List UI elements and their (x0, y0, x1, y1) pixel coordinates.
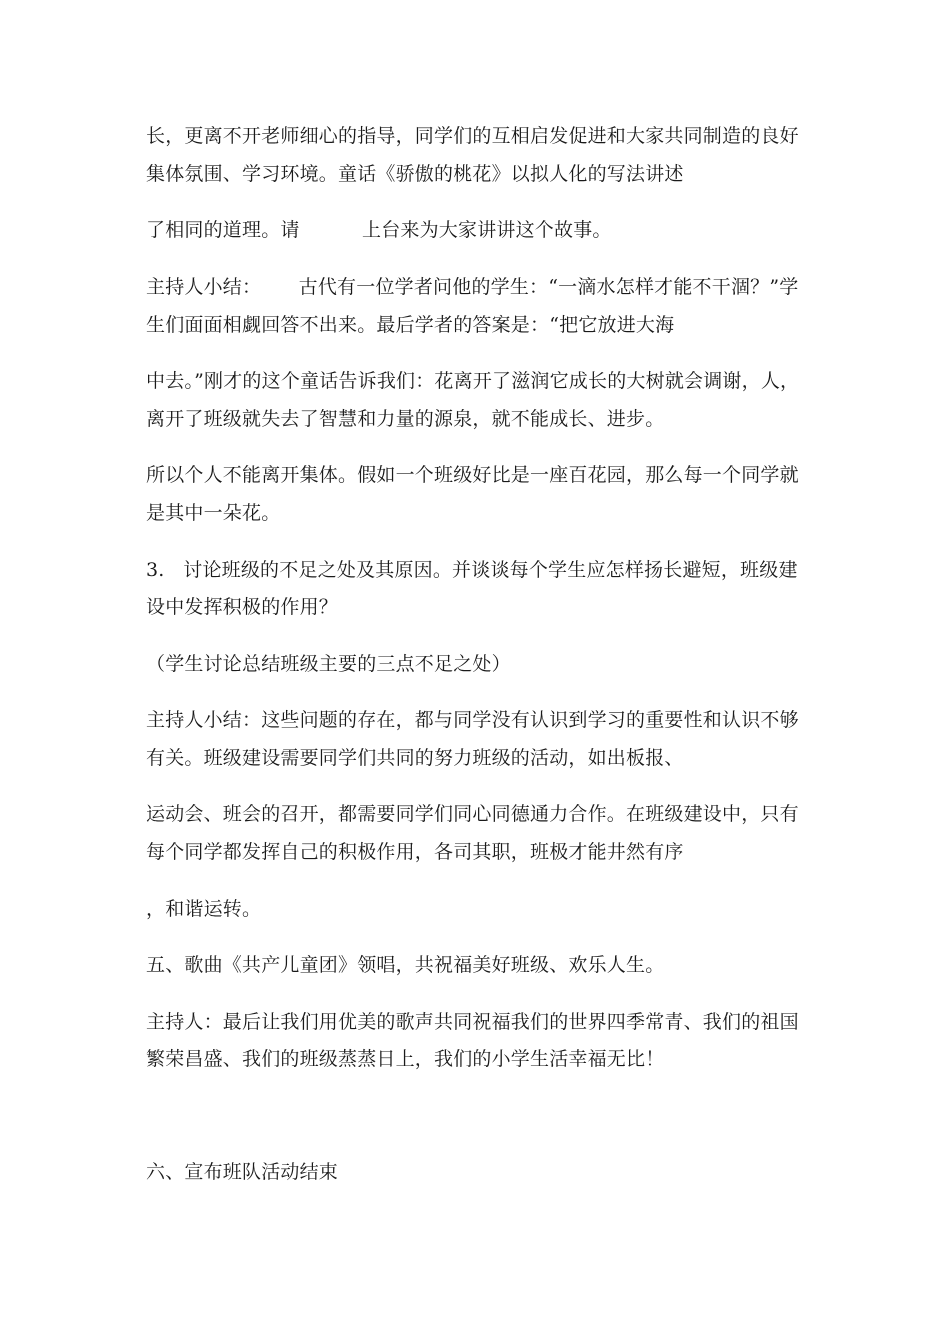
text-line-13: 主持人小结：这些问题的存在，都与同学没有认识到学习的重要性和认识不够 (146, 709, 799, 731)
text-line-12: （学生讨论总结班级主要的三点不足之处） (146, 653, 511, 675)
text-line-17: ，和谐运转。 (146, 898, 262, 920)
text-line-18: 五、歌曲《共产儿童团》领唱，共祝福美好班级、欢乐人生。 (146, 954, 665, 976)
text-line-15: 运动会、班会的召开，都需要同学们同心同德通力合作。在班级建设中，只有 (146, 803, 799, 825)
text-line-3: 了相同的道理。请 上台来为大家讲讲这个故事。 (146, 219, 612, 241)
text-line-4: 主持人小结： 古代有一位学者问他的学生：“一滴水怎样才能不干涸？”学 (146, 276, 799, 298)
text-line-6: 中去。”刚才的这个童话告诉我们：花离开了滋润它成长的大树就会调谢，人， (146, 370, 800, 392)
text-line-14: 有关。班级建设需要同学们共同的努力班级的活动，如出板报、 (146, 747, 684, 769)
text-line-11: 设中发挥积极的作用？ (146, 596, 339, 618)
text-line-1: 长，更离不开老师细心的指导，同学们的互相启发促进和大家共同制造的良好 (146, 125, 799, 147)
text-line-7: 离开了班级就失去了智慧和力量的源泉，就不能成长、进步。 (146, 408, 665, 430)
text-line-20: 繁荣昌盛、我们的班级蒸蒸日上，我们的小学生活幸福无比！ (146, 1048, 665, 1070)
text-line-2: 集体氛围、学习环境。童话《骄傲的桃花》以拟人化的写法讲述 (146, 163, 684, 185)
text-line-5: 生们面面相觑回答不出来。最后学者的答案是：“把它放进大海 (146, 314, 675, 336)
text-line-9: 是其中一朵花。 (146, 502, 281, 524)
text-line-16: 每个同学都发挥自己的积极作用，各司其职，班极才能井然有序 (146, 841, 684, 863)
text-line-19: 主持人：最后让我们用优美的歌声共同祝福我们的世界四季常青、我们的祖国 (146, 1011, 799, 1033)
text-line-21: 六、宣布班队活动结束 (146, 1161, 339, 1183)
text-line-8: 所以个人不能离开集体。假如一个班级好比是一座百花园，那么每一个同学就 (146, 464, 799, 486)
text-line-10: 3. 讨论班级的不足之处及其原因。并谈谈每个学生应怎样扬长避短，班级建 (146, 559, 798, 581)
